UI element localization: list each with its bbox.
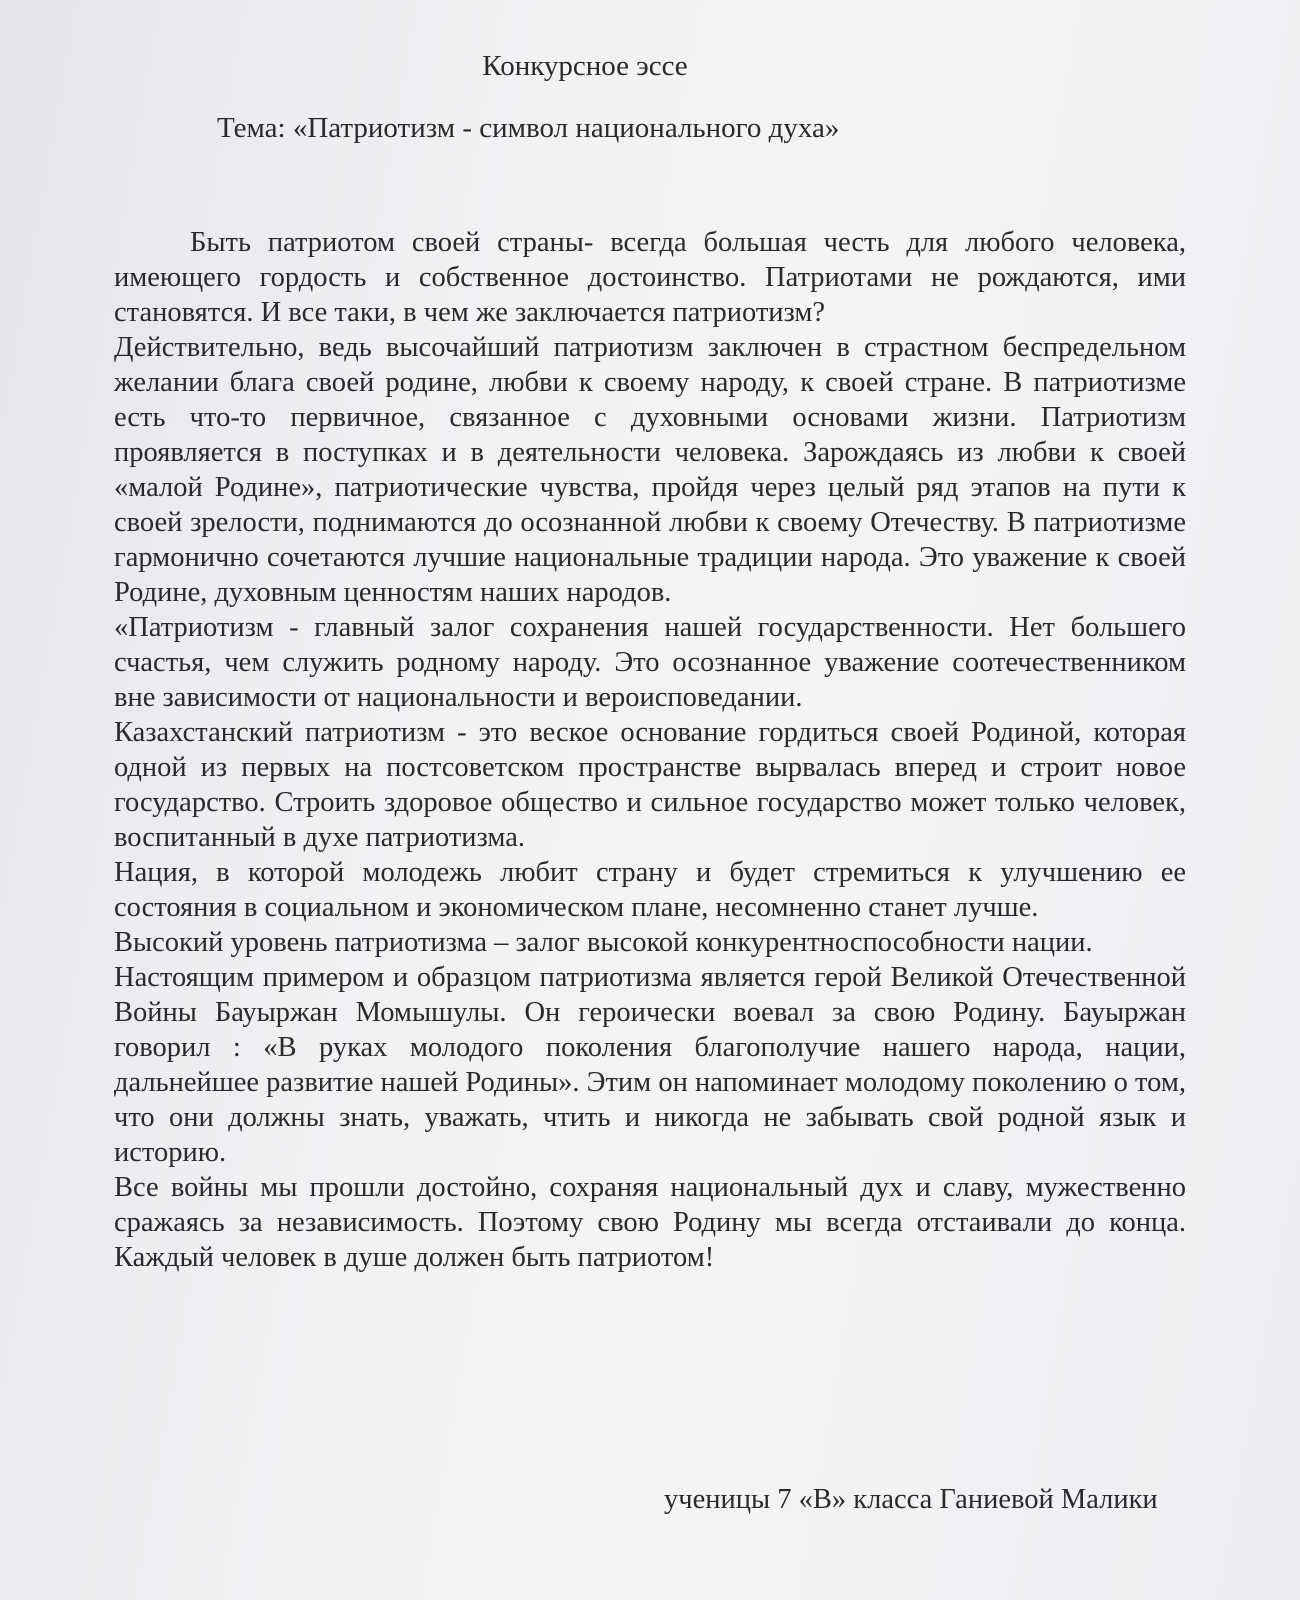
paragraph-statehood: «Патриотизм - главный залог сохранения нашей государственности. Нет большего счастья, чем служить родному народу. Это осознанное уважение соотечественником вне зависимости от национальности и вероисповедании. [114,612,1186,713]
paragraph-kazakhstan: Казахстанский патриотизм - это веское основание гордиться своей Родиной, которая одной из первых на постсоветском пространстве вырвалась вперед и строит новое государство. Строить здоровое общество и сильное государство может только человек, воспитанный в духе патриотизма. [114,717,1186,853]
document-title: Конкурсное эссе [482,50,688,82]
document-subtitle: Тема: «Патриотизм - символ национального духа» [217,112,840,144]
paragraph-conclusion: Все войны мы прошли достойно, сохраняя национальный дух и славу, мужественно сражаясь за независимость. Поэтому свою Родину мы всегда отстаивали до конца. Каждый человек в душе должен быть патриотом! [114,1172,1186,1273]
paragraph-momyshuly: Настоящим примером и образцом патриотизма является герой Великой Отечественной Войны Бауыржан Момышулы. Он героически воевал за свою Родину. Бауыржан говорил : «В руках молодого поколения благополучие нашего народа, нации, дальнейшее развитие нашей Родины». Этим он напоминает молодому поколению о том, что они должны знать, уважать, чтить и никогда не забывать свой родной язык и историю. [114,962,1186,1168]
paragraph-definition: Действительно, ведь высочайший патриотизм заключен в страстном беспредельном желании блага своей родине, любви к своему народу, к своей стране. В патриотизме есть что-то первичное, связанное с духовными основами жизни. Патриотизм проявляется в поступках и в деятельности человека. Зарождаясь из любви к своей «малой Родине», патриотические чувства, пройдя через целый ряд этапов на пути к своей зрелости, поднимаются до осознанной любви к своему Отечеству. В патриотизме гармонично сочетаются лучшие национальные традиции народа. Это уважение к своей Родине, духовным ценностям наших народов. [114,332,1186,608]
paragraph-competitiveness: Высокий уровень патриотизма – залог высокой конкурентноспособности нации. [114,927,1093,958]
paragraph-intro: Быть патриотом своей страны- всегда большая честь для любого человека, имеющего гордость и собственное достоинство. Патриотами не рождаются, ими становятся. И все таки, в чем же заключается патриотизм? [114,227,1186,328]
author-signature: ученицы 7 «В» класса Ганиевой Малики [664,1484,1158,1515]
paragraph-youth: Нация, в которой молодежь любит страну и будет стремиться к улучшению ее состояния в социальном и экономическом плане, несомненно станет лучше. [114,857,1186,923]
essay-body [114,225,1186,1275]
